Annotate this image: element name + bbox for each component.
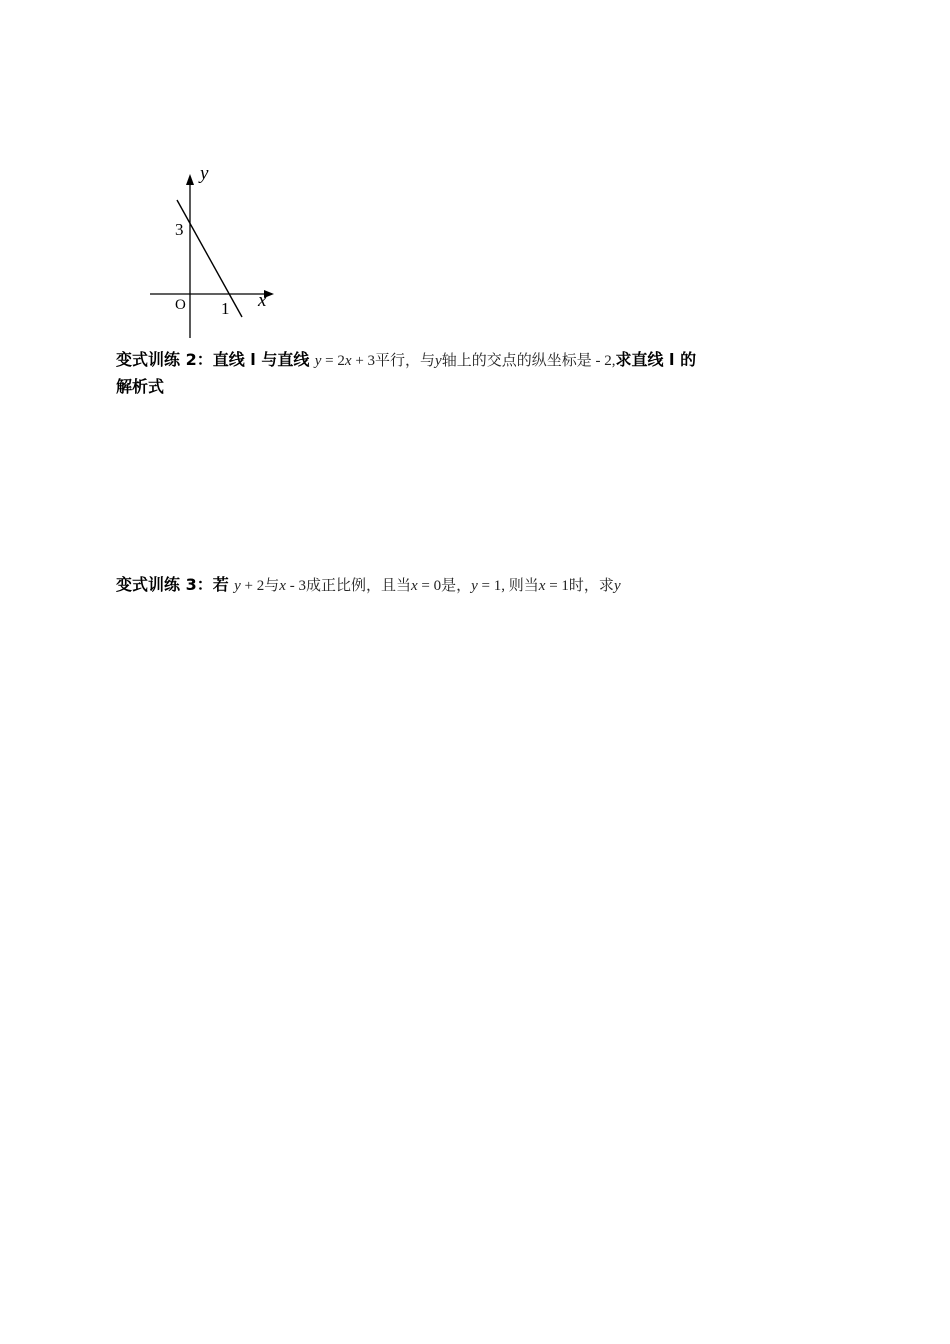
problem-3-text: y + 2与x - 3成正比例，且当x = 0是，y = 1, 则当x = 1时，求y — [234, 578, 621, 594]
graph-canvas — [140, 160, 290, 345]
origin-label: O — [175, 297, 186, 313]
problem-2-equation: y = 2x + 3 — [314, 353, 376, 369]
x-intercept-label: 1 — [221, 299, 230, 318]
problem-2-text: 平行，与y轴上的交点的纵坐标是 - 2, — [375, 353, 616, 369]
y-axis-arrow-icon — [186, 174, 194, 185]
y-axis-label: y — [200, 163, 209, 184]
problem-2-tail: 求直线 l 的 — [615, 350, 697, 369]
problem-3 — [116, 572, 621, 599]
problem-2-head: 变式训练 2：直线 l 与直线 — [116, 350, 310, 369]
x-axis-label: x — [258, 290, 267, 311]
linear-function-graph — [140, 160, 290, 345]
problem-2 — [116, 347, 696, 374]
problem-3-head: 变式训练 3：若 — [116, 575, 229, 594]
problem-2-line2: 解析式 — [116, 377, 165, 396]
y-intercept-label: 3 — [175, 220, 184, 239]
function-line — [177, 200, 242, 317]
